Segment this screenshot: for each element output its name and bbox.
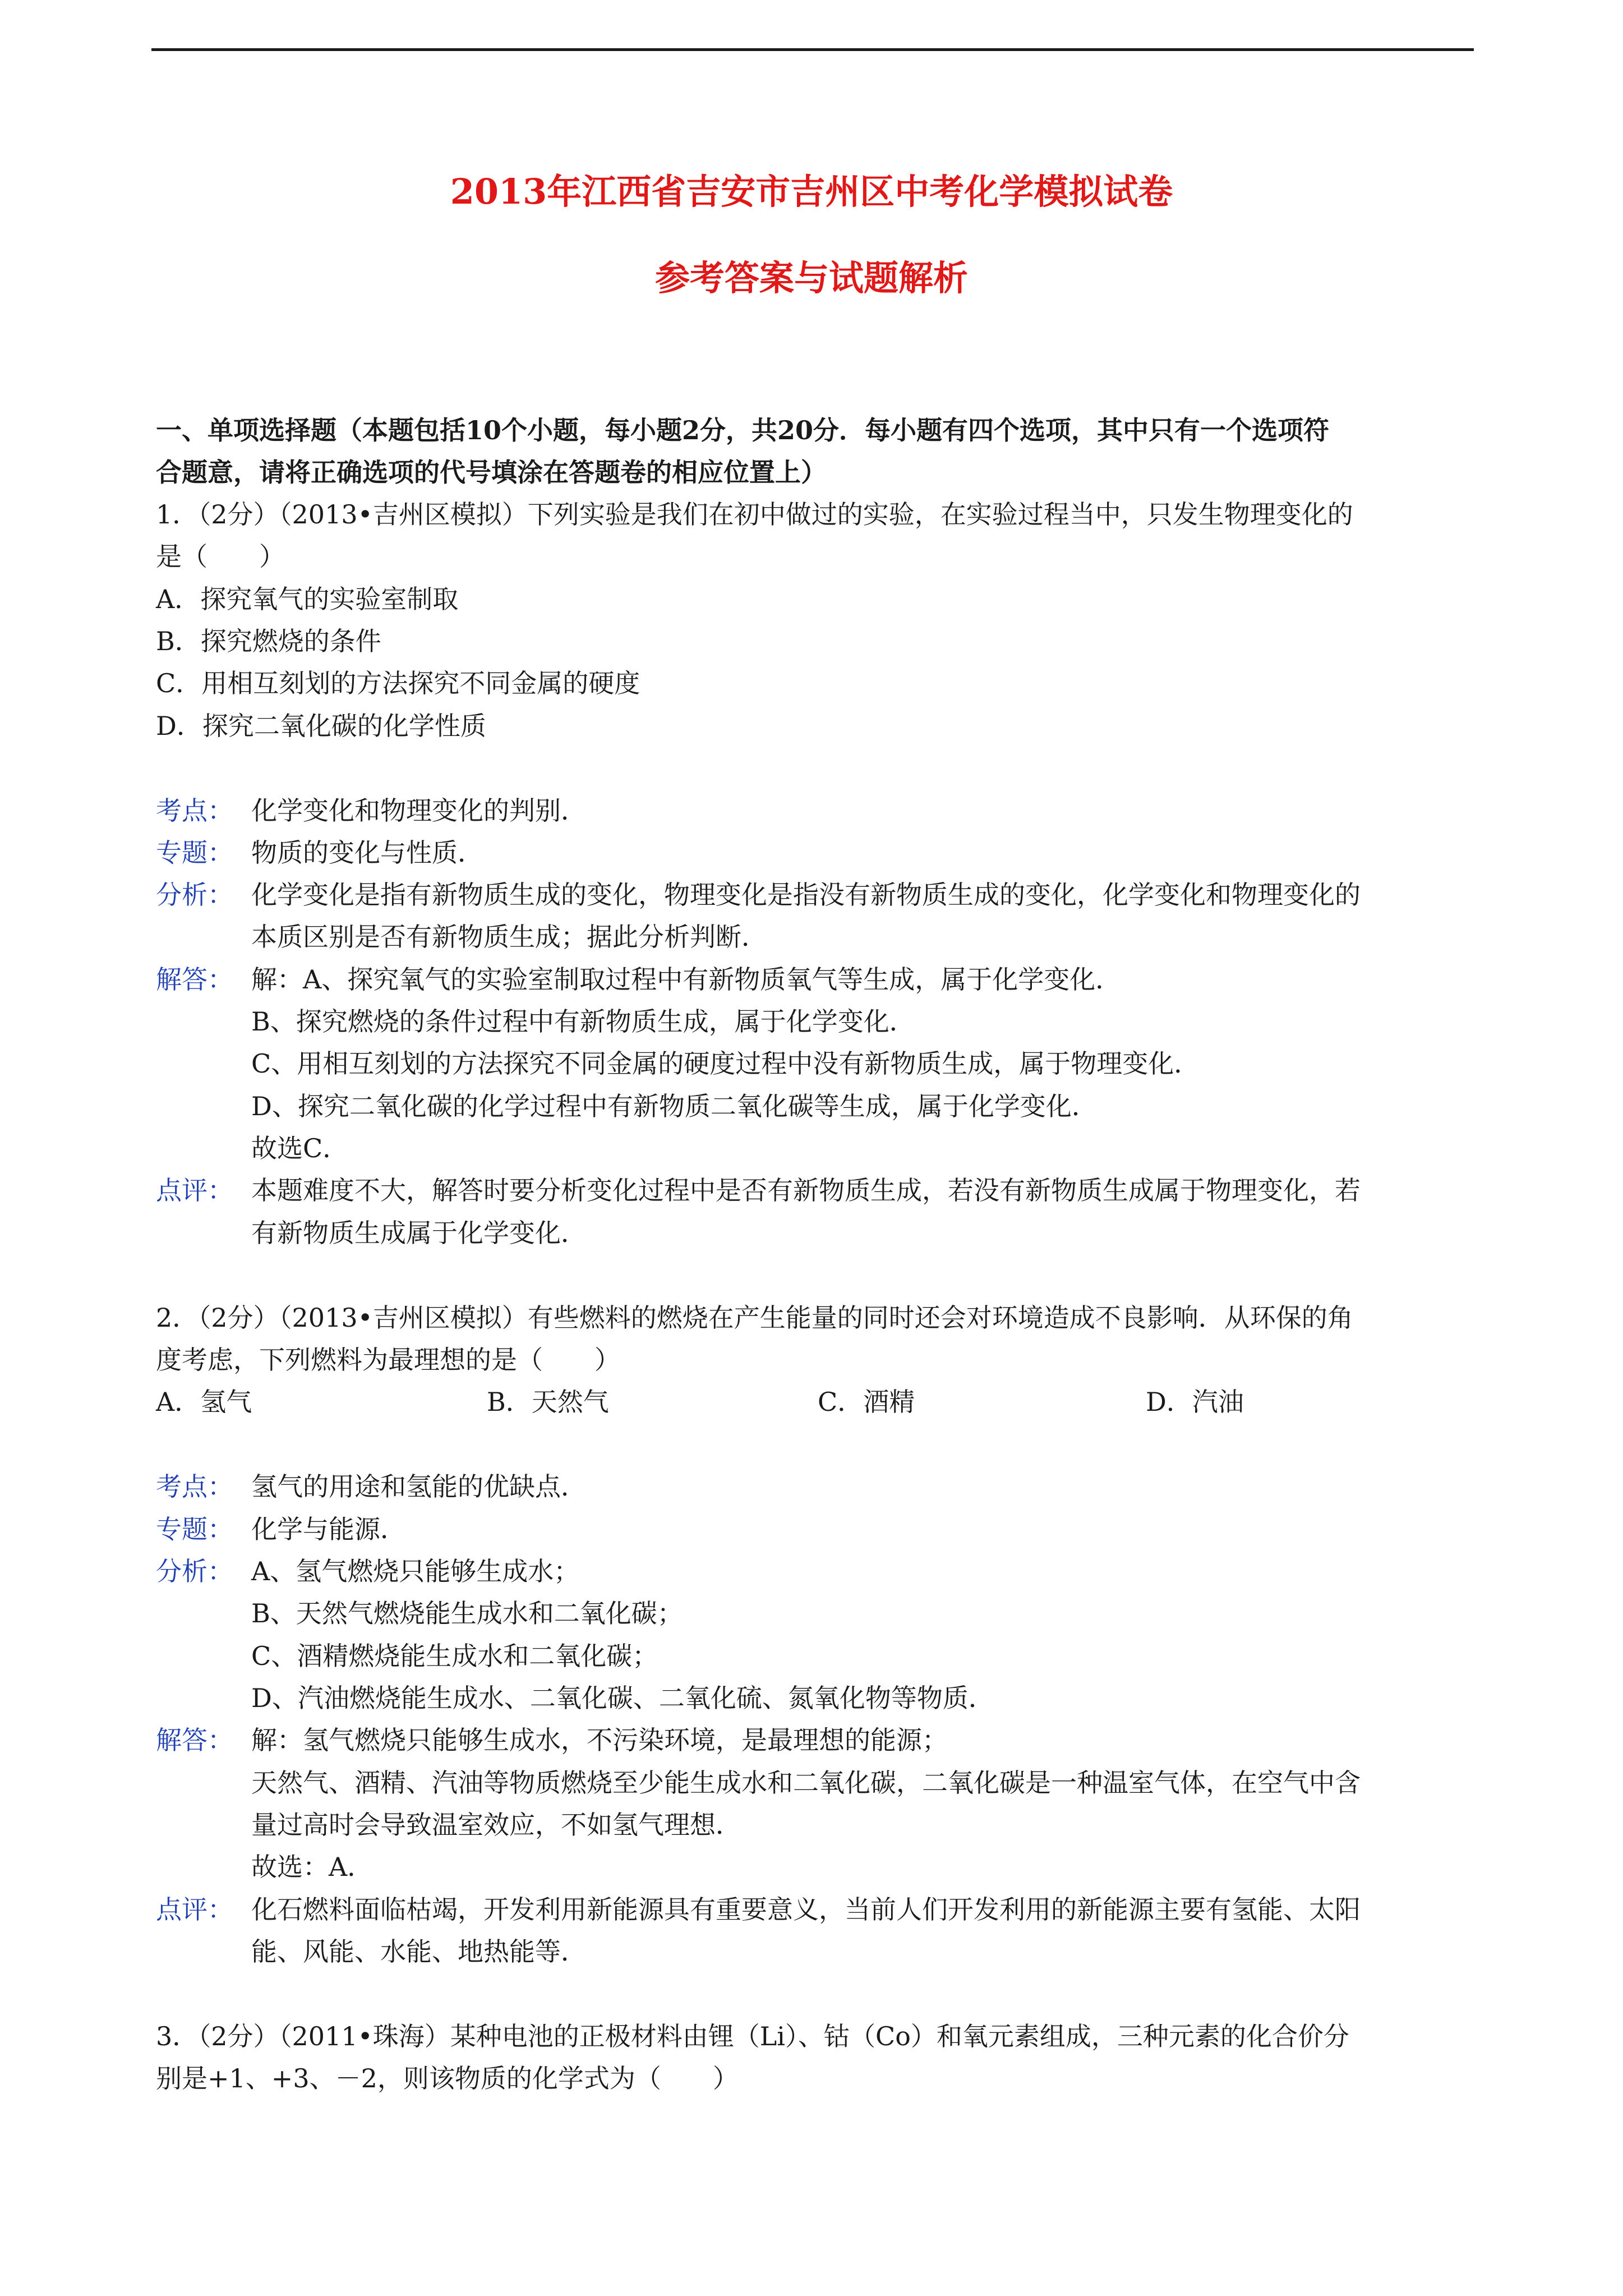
q1-kaodian-label: 考点： [156, 795, 233, 826]
q2-dianping-label: 点评： [156, 1894, 233, 1925]
q1-dianping-label: 点评： [156, 1175, 233, 1205]
q2-kaodian-text: 氢气的用途和氢能的优缺点． [251, 1471, 587, 1502]
q1-kaodian-text: 化学变化和物理变化的判别． [251, 795, 587, 826]
q1-zhuanti-text: 物质的变化与性质． [251, 838, 483, 868]
q3-stem-line-1: 3．（2分）（2011•珠海）某种电池的正极材料由锂（Li）、钴（Co）和氧元素组成，三种元素的化合价分 [156, 2021, 1349, 2051]
q2-zhuanti-text: 化学与能源． [251, 1514, 406, 1544]
q1-jieda-label: 解答： [156, 964, 233, 995]
q2-option-a: A．氢气 [156, 1387, 252, 1417]
q2-fenxi-line-4: D、汽油燃烧能生成水、二氧化碳、二氧化硫、氮氧化物等物质． [251, 1683, 994, 1713]
q2-jieda-label: 解答： [156, 1725, 233, 1755]
q1-fenxi-label: 分析： [156, 880, 233, 910]
q1-fenxi-line-2: 本质区别是否有新物质生成；据此分析判断． [251, 922, 767, 952]
q2-kaodian-label: 考点： [156, 1471, 233, 1502]
q2-fenxi-line-1: A、氢气燃烧只能够生成水； [251, 1556, 580, 1586]
q2-dianping-line-2: 能、风能、水能、地热能等． [251, 1936, 587, 1967]
document-title: 2013年江西省吉安市吉州区中考化学模拟试卷 [450, 171, 1173, 212]
q2-stem-line-1: 2．（2分）（2013•吉州区模拟）有些燃料的燃烧在产生能量的同时还会对环境造成不良影响．从环保的角 [156, 1303, 1353, 1333]
q1-option-a: A．探究氧气的实验室制取 [156, 584, 459, 614]
q1-fenxi-line-1: 化学变化是指有新物质生成的变化，物理变化是指没有新物质生成的变化，化学变化和物理变化的 [251, 880, 1361, 910]
q1-stem-line-1: 1．（2分）（2013•吉州区模拟）下列实验是我们在初中做过的实验，在实验过程当中，只发生物理变化的 [156, 499, 1353, 530]
q2-option-c: C．酒精 [818, 1387, 915, 1417]
q2-fenxi-line-3: C、酒精燃烧能生成水和二氧化碳； [251, 1641, 658, 1671]
q2-zhuanti-label: 专题： [156, 1514, 233, 1544]
top-rule [151, 48, 1474, 51]
q1-dianping-line-1: 本题难度不大，解答时要分析变化过程中是否有新物质生成，若没有新物质生成属于物理变化，若 [251, 1175, 1361, 1205]
document-subtitle: 参考答案与试题解析 [654, 257, 968, 298]
q2-stem-line-2: 度考虑，下列燃料为最理想的是（ ） [156, 1345, 620, 1375]
q1-option-d: D．探究二氧化碳的化学性质 [156, 711, 486, 741]
q1-jieda-line-4: D、探究二氧化碳的化学过程中有新物质二氧化碳等生成，属于化学变化． [251, 1091, 1098, 1121]
q1-zhuanti-label: 专题： [156, 838, 233, 868]
q2-fenxi-line-2: B、天然气燃烧能生成水和二氧化碳； [251, 1598, 683, 1628]
q2-dianping-line-1: 化石燃料面临枯竭，开发利用新能源具有重要意义，当前人们开发利用的新能源主要有氢能、太阳 [251, 1894, 1361, 1925]
q1-jieda-line-2: B、探究燃烧的条件过程中有新物质生成，属于化学变化． [251, 1006, 915, 1037]
section-heading-line-1: 一、单项选择题（本题包括10个小题，每小题2分，共20分．每小题有四个选项，其中只有一个选项符 [156, 415, 1330, 445]
section-heading-line-2: 合题意，请将正确选项的代号填涂在答题卷的相应位置上） [156, 457, 827, 487]
q2-jieda-line-2: 天然气、酒精、汽油等物质燃烧至少能生成水和二氧化碳，二氧化碳是一种温室气体，在空气中含 [251, 1768, 1361, 1798]
q2-jieda-line-4: 故选：A． [251, 1852, 374, 1882]
q2-fenxi-label: 分析： [156, 1556, 233, 1586]
q1-jieda-line-5: 故选C． [251, 1133, 349, 1163]
q3-stem-line-2: 别是+1、+3、－2，则该物质的化学式为（ ） [156, 2063, 739, 2093]
q1-stem-line-2: 是（ ） [156, 541, 285, 572]
q2-jieda-line-3: 量过高时会导致温室效应，不如氢气理想． [251, 1810, 741, 1840]
q1-jieda-line-3: C、用相互刻划的方法探究不同金属的硬度过程中没有新物质生成，属于物理变化． [251, 1048, 1200, 1079]
q2-jieda-line-1: 解：氢气燃烧只能够生成水，不污染环境，是最理想的能源； [251, 1725, 948, 1755]
q2-option-d: D．汽油 [1146, 1387, 1244, 1417]
q1-dianping-line-2: 有新物质生成属于化学变化． [251, 1218, 587, 1248]
q1-option-c: C．用相互刻划的方法探究不同金属的硬度 [156, 668, 640, 698]
q1-option-b: B．探究燃烧的条件 [156, 626, 381, 656]
q1-jieda-line-1: 解：A、探究氧气的实验室制取过程中有新物质氧气等生成，属于化学变化． [251, 964, 1122, 995]
q2-option-b: B．天然气 [487, 1387, 609, 1417]
